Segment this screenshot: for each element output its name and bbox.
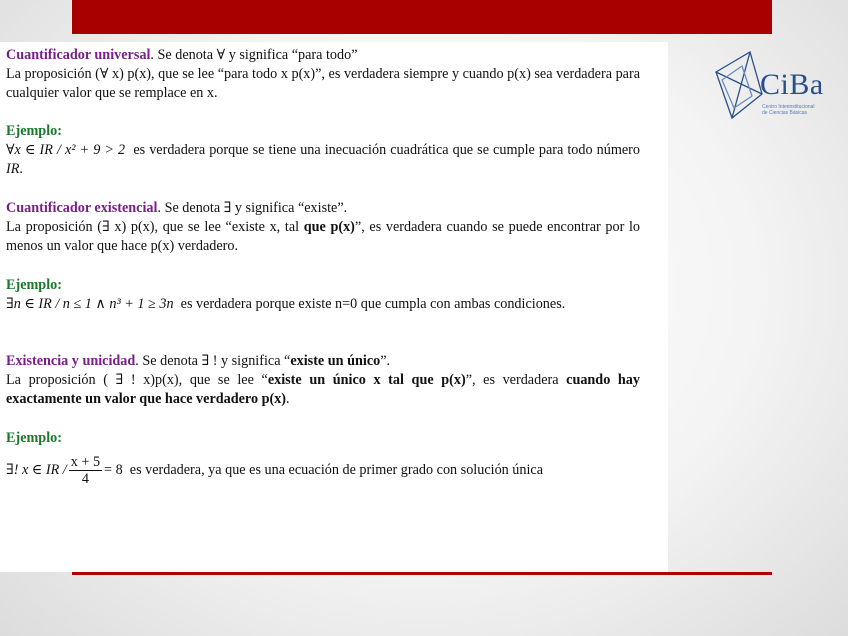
fraction-denominator: 4 bbox=[81, 471, 89, 488]
example-3-fraction bbox=[69, 454, 102, 487]
uniqueness-heading-end: ”. bbox=[380, 353, 391, 369]
logo-subtitle-line-2: de Ciencias Básicas bbox=[762, 110, 808, 116]
uniqueness-title-line bbox=[6, 352, 640, 371]
universal-heading-rest: . Se denota ∀ y significa “para todo” bbox=[150, 47, 358, 63]
bottom-accent-line bbox=[72, 572, 772, 575]
logo-subtitle bbox=[762, 104, 842, 116]
example-1-label: Ejemplo: bbox=[6, 123, 62, 139]
example-3-math-post: = 8 bbox=[104, 462, 123, 478]
existential-definition bbox=[6, 218, 640, 256]
existential-def-post: ”, es verdadera cuando se puede encontrar por lo menos un valor que hace p(x) verdadero. bbox=[6, 219, 640, 254]
fraction-numerator: x + 5 bbox=[70, 454, 101, 471]
top-accent-bar bbox=[72, 0, 772, 34]
example-2-text bbox=[6, 295, 640, 314]
document-body bbox=[0, 42, 668, 572]
example-3-explanation: es verdadera, ya que es una ecuación de primer grado con solución única bbox=[129, 462, 544, 478]
uniqueness-def-bold-1: existe un único x tal que p(x) bbox=[267, 372, 466, 388]
example-1-text bbox=[6, 141, 640, 179]
example-1-explanation: es verdadera porque se tiene una inecuación cuadrática que se cumple para todo número bbox=[133, 142, 641, 158]
example-2-label: Ejemplo: bbox=[6, 277, 62, 293]
uniqueness-definition bbox=[6, 371, 640, 409]
example-3-label: Ejemplo: bbox=[6, 430, 62, 446]
logo-subtitle-line-1: Centro Interinstitucional bbox=[762, 104, 815, 110]
uniqueness-heading-rest: . Se denota ∃ ! y significa “ bbox=[135, 353, 291, 369]
example-3-text bbox=[6, 448, 640, 492]
existential-heading-rest: . Se denota ∃ y significa “existe”. bbox=[157, 200, 348, 216]
uniqueness-heading-bold: existe un único bbox=[290, 353, 381, 369]
uniqueness-def-end: . bbox=[286, 391, 290, 407]
universal-title-line bbox=[6, 46, 640, 65]
example-2-math: ∃n ∈ IR / n ≤ 1 ∧ n³ + 1 ≥ 3n bbox=[6, 296, 174, 312]
logo-name: CiBa bbox=[760, 68, 824, 101]
uniqueness-def-pre: La proposición ( ∃ ! x)p(x), que se lee “ bbox=[6, 372, 268, 388]
existential-def-bold: que p(x) bbox=[303, 219, 355, 235]
existential-heading: Cuantificador existencial bbox=[6, 200, 158, 216]
universal-definition: La proposición (∀ x) p(x), que se lee “para todo x p(x)”, es verdadera siempre y cuando p(x) sea verdadera para cualquier valor que se remplace en x. bbox=[6, 66, 640, 101]
example-1-end: . bbox=[19, 161, 23, 177]
example-1-set: IR bbox=[6, 161, 20, 177]
existential-def-pre: La proposición (∃ x) p(x), que se lee “existe x, tal bbox=[6, 219, 304, 235]
example-3-math-pre: ∃! x ∈ IR / bbox=[6, 462, 67, 478]
example-1-math: ∀x ∈ IR / x² + 9 > 2 bbox=[6, 142, 126, 158]
example-2-explanation: es verdadera porque existe n=0 que cumpla con ambas condiciones. bbox=[180, 296, 566, 312]
uniqueness-heading: Existencia y unicidad bbox=[6, 353, 136, 369]
uniqueness-def-mid: ”, es verdadera bbox=[465, 372, 567, 388]
existential-title-line bbox=[6, 199, 640, 218]
universal-heading: Cuantificador universal bbox=[6, 47, 151, 63]
uniqueness-def-bold-2: cuando hay exactamente un valor que hace verdadero p(x) bbox=[6, 372, 640, 407]
